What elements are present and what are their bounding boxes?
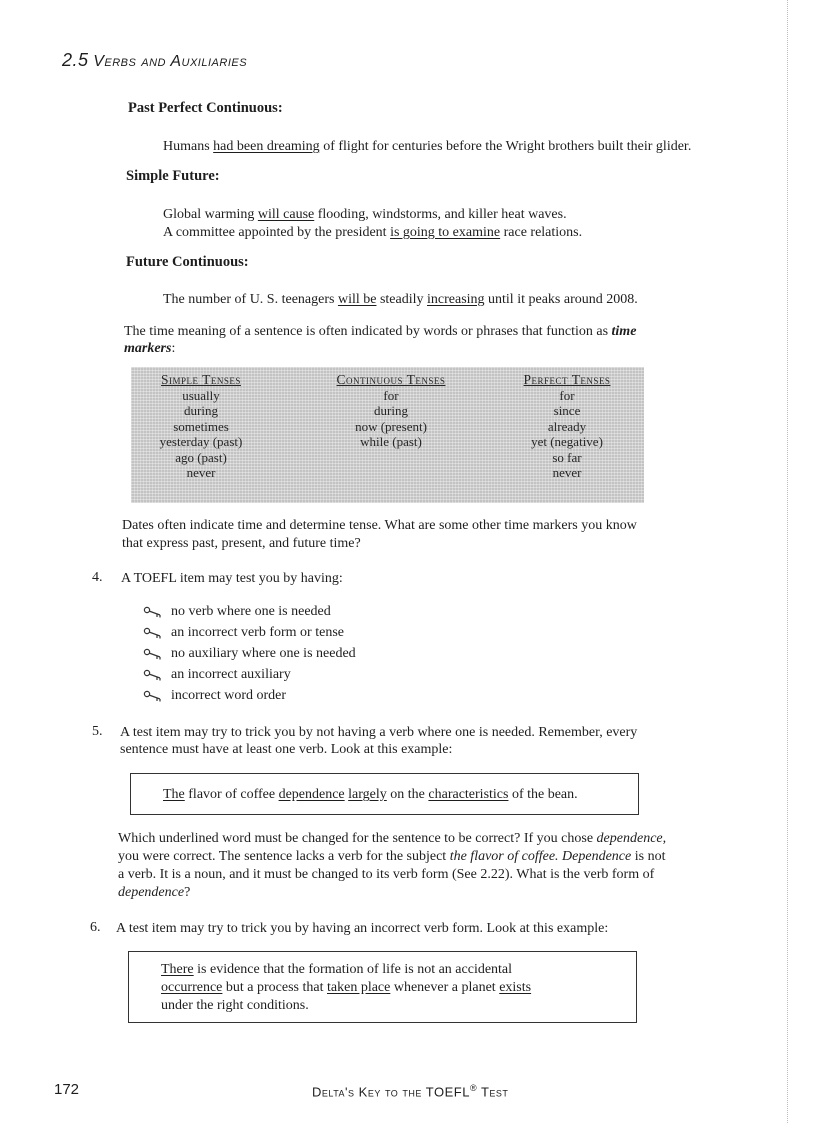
list-item: yesterday (past)	[159, 434, 243, 449]
item-5-explanation-line-3: a verb. It is a noun, and it must be changed to its verb form (See 2.22). What is the verb form of	[118, 867, 655, 882]
example-box-item-5	[130, 773, 639, 815]
heading-simple-future: Simple Future:	[126, 168, 220, 184]
example-sentence-item-6-line-2: occurrence but a process that taken place whenever a planet exists	[161, 980, 532, 995]
continuous-tenses-column	[323, 372, 459, 450]
example-past-perfect-continuous: Humans had been dreaming of flight for centuries before the Wright brothers built their glider.	[163, 139, 692, 154]
list-item: incorrect word order	[143, 685, 356, 706]
heading-past-perfect-continuous: Past Perfect Continuous:	[128, 100, 283, 116]
item-4-bullet-list	[143, 601, 356, 706]
example-sentence-item-6-line-1: There is evidence that the formation of life is not an accidental	[161, 962, 513, 977]
page-number: 172	[54, 1081, 80, 1098]
list-item: sometimes	[173, 418, 229, 434]
list-item: during	[184, 403, 218, 418]
key-icon	[143, 690, 165, 702]
list-item: yet (negative)	[531, 434, 603, 449]
item-5-explanation-line-2: you were correct. The sentence lacks a verb for the subject the flavor of coffee. Dependence is not	[118, 849, 666, 864]
list-item: for	[559, 387, 575, 403]
key-icon	[143, 648, 165, 660]
list-item: ago (past)	[175, 449, 227, 465]
example-box-item-6	[128, 951, 637, 1023]
item-4-text: A TOEFL item may test you by having:	[121, 571, 343, 586]
dates-note-line-2: that express past, present, and future time?	[122, 536, 361, 551]
example-future-continuous: The number of U. S. teenagers will be steadily increasing until it peaks around 2008.	[163, 292, 638, 307]
list-item: no auxiliary where one is needed	[143, 643, 356, 664]
heading-future-continuous: Future Continuous:	[126, 254, 249, 270]
list-item: no verb where one is needed	[143, 601, 356, 622]
key-icon	[143, 627, 165, 639]
dates-note-line-1: Dates often indicate time and determine tense. What are some other time markers you know	[122, 518, 637, 533]
list-item: an incorrect auxiliary	[143, 664, 356, 685]
list-item: during	[374, 403, 408, 418]
section-title: Verbs and Auxiliaries	[93, 53, 248, 70]
section-number: 2.5	[62, 50, 89, 70]
list-item: for	[383, 387, 399, 403]
list-item: now (present)	[355, 418, 427, 434]
item-5-explanation-line-1: Which underlined word must be changed for the sentence to be correct? If you chose dependence,	[118, 831, 667, 846]
footer-title: Delta's Key to the TOEFL® Test	[312, 1083, 509, 1100]
simple-tenses-column	[139, 372, 263, 481]
item-5-explanation-line-4: dependence?	[118, 885, 191, 900]
item-5-line-1: A test item may try to trick you by not having a verb where one is needed. Remember, every	[120, 725, 638, 740]
continuous-tenses-heading: Continuous Tenses	[336, 372, 446, 387]
time-markers-intro-line-1: The time meaning of a sentence is often indicated by words or phrases that function as time	[124, 324, 637, 339]
list-item: never	[552, 465, 582, 480]
list-item: never	[186, 465, 216, 480]
item-5-number: 5.	[92, 724, 103, 739]
list-item: since	[553, 403, 581, 418]
list-item: already	[547, 418, 587, 434]
list-item: so far	[552, 449, 582, 465]
example-simple-future-2: A committee appointed by the president is going to examine race relations.	[163, 225, 583, 240]
time-markers-table	[131, 367, 644, 503]
item-6-text: A test item may try to trick you by having an incorrect verb form. Look at this example:	[116, 921, 609, 936]
page-edge-divider	[786, 0, 788, 1123]
running-head	[62, 50, 247, 71]
simple-tenses-heading: Simple Tenses	[161, 372, 241, 387]
perfect-tenses-heading: Perfect Tenses	[523, 372, 611, 387]
item-6-number: 6.	[90, 920, 101, 935]
list-item: usually	[182, 387, 220, 403]
example-simple-future-1: Global warming will cause flooding, windstorms, and killer heat waves.	[163, 207, 567, 222]
list-item: an incorrect verb form or tense	[143, 622, 356, 643]
key-icon	[143, 606, 165, 618]
example-sentence-item-6-line-3: under the right conditions.	[161, 998, 309, 1013]
key-icon	[143, 669, 165, 681]
perfect-tenses-column	[513, 372, 621, 481]
item-5-line-2: sentence must have at least one verb. Look at this example:	[120, 742, 453, 757]
list-item: while (past)	[360, 434, 422, 449]
example-sentence-item-5: The flavor of coffee dependence largely on the characteristics of the bean.	[163, 787, 578, 802]
item-4-number: 4.	[92, 570, 103, 585]
time-markers-intro-line-2: markers:	[124, 341, 176, 356]
